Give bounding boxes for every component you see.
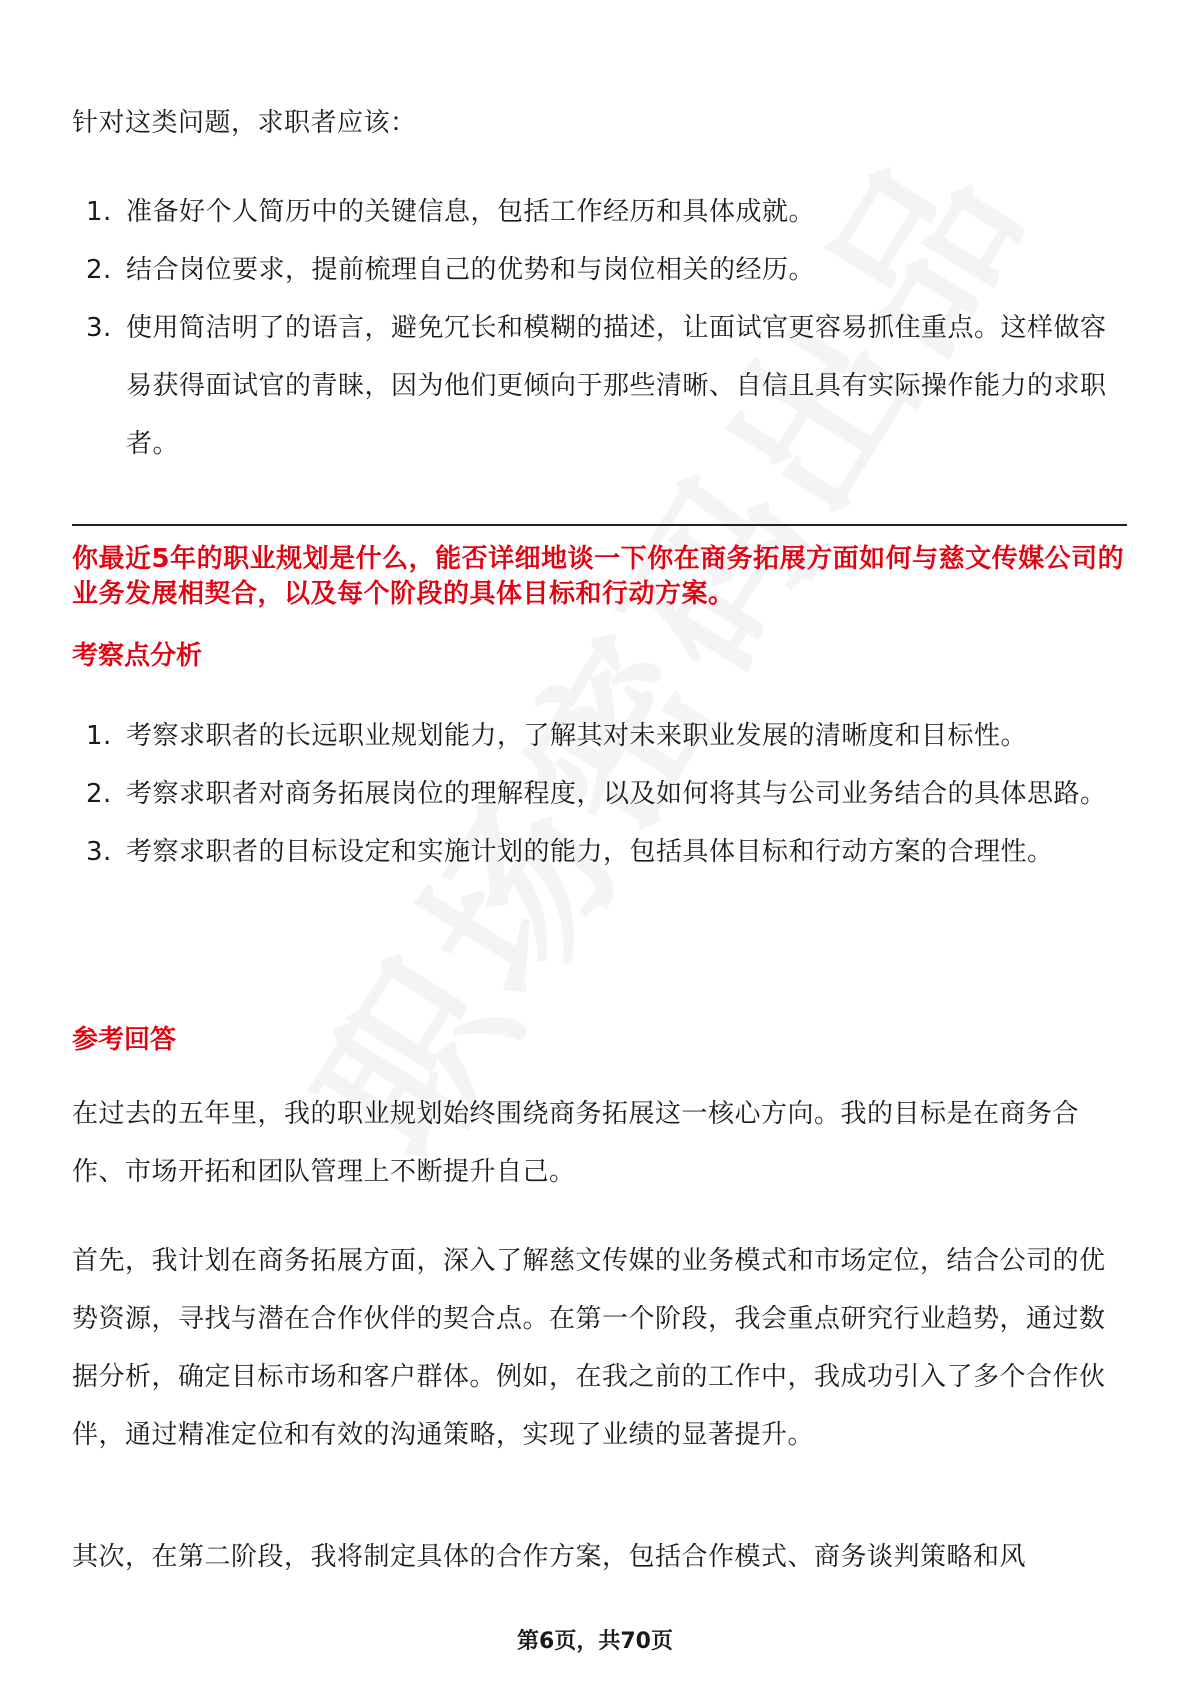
- answer-paragraph: 首先，我计划在商务拓展方面，深入了解慈文传媒的业务模式和市场定位，结合公司的优势资源，寻找与潜在合作伙伴的契合点。在第一个阶段，我会重点研究行业趋势，通过数据分析，确定目标市场和客户群体。例如，在我之前的工作中，我成功引入了多个合作伙伴，通过精准定位和有效的沟通策略，实现了业绩的显著提升。: [72, 1246, 1106, 1450]
- list-item: 1. 准备好个人简历中的关键信息，包括工作经历和具体成就。: [86, 197, 816, 227]
- list-item: 3. 考察求职者的目标设定和实施计划的能力，包括具体目标和行动方案的合理性。: [86, 837, 1054, 867]
- answer-paragraph: 在过去的五年里，我的职业规划始终围绕商务拓展这一核心方向。我的目标是在商务合作、市场开拓和团队管理上不断提升自己。: [72, 1099, 1080, 1187]
- list-item: 2. 考察求职者对商务拓展岗位的理解程度，以及如何将其与公司业务结合的具体思路。: [86, 779, 1107, 809]
- analysis-heading: 考察点分析: [72, 641, 203, 671]
- question-heading: 你最近5年的职业规划是什么，能否详细地谈一下你在商务拓展方面如何与慈文传媒公司的业务发展相契合，以及每个阶段的具体目标和行动方案。: [72, 544, 1125, 609]
- list-item: 3. 使用简洁明了的语言，避免冗长和模糊的描述，让面试官更容易抓住重点。这样做容易获得面试官的青睐，因为他们更倾向于那些清晰、自信且具有实际操作能力的求职者。: [86, 313, 1107, 459]
- section-divider: [72, 524, 1127, 526]
- intro-text: 针对这类问题，求职者应该：: [72, 108, 417, 138]
- analysis-list: [72, 707, 1127, 881]
- page-number-footer: 第6页，共70页: [517, 1629, 673, 1654]
- list-item: 1. 考察求职者的长远职业规划能力，了解其对未来职业发展的清晰度和目标性。: [86, 721, 1028, 751]
- answer-heading: 参考回答: [72, 1025, 177, 1055]
- advice-list: [72, 183, 1127, 473]
- answer-paragraph: 其次，在第二阶段，我将制定具体的合作方案，包括合作模式、商务谈判策略和风: [72, 1542, 1027, 1572]
- list-item: 2. 结合岗位要求，提前梳理自己的优势和与岗位相关的经历。: [86, 255, 816, 285]
